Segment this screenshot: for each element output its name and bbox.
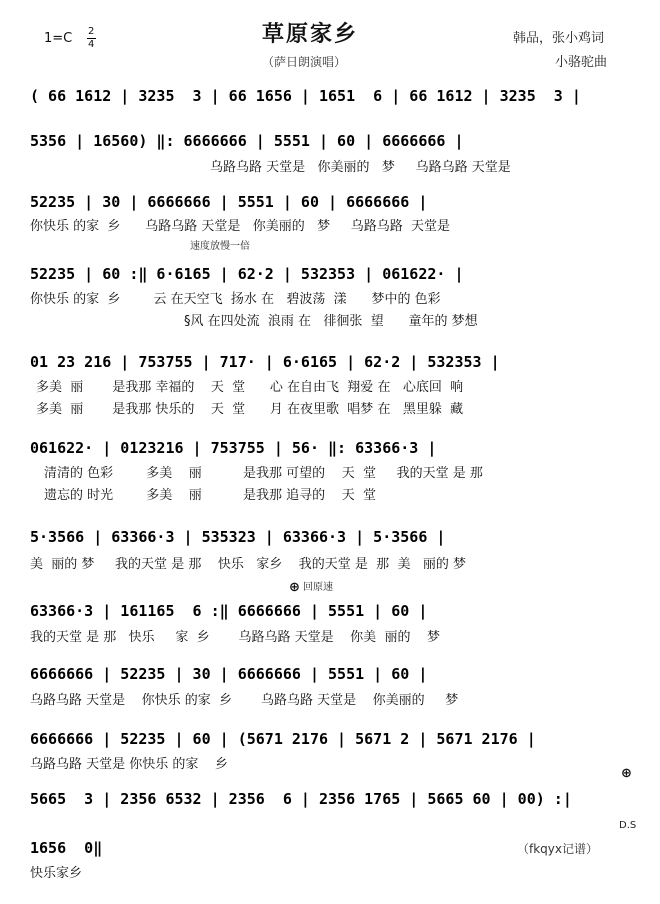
score-line-8: 63366·3 | 161165 6 :‖ 6666666 | 5551 | 60 | [30, 602, 428, 620]
lyrics-line-6a: 清清的 色彩 多美 丽 是我那 可望的 天 堂 我的天堂 是 那 [44, 466, 483, 481]
lyrics-line-2: 乌路乌路 天堂是 你美丽的 梦 乌路乌路 天堂是 [210, 160, 511, 175]
lyrics-line-9: 乌路乌路 天堂是 你快乐 的家 乡 乌路乌路 天堂是 你美丽的 梦 [30, 693, 459, 708]
score-line-5: 01 23 216 | 753755 | 717· | 6·6165 | 62·2 | 532353 | [30, 353, 500, 371]
tempo-annotation: 速度放慢一倍 [190, 241, 250, 252]
lyrics-line-5a: 多美 丽 是我那 幸福的 天 堂 心 在自由飞 翔爱 在 心底回 响 [36, 380, 464, 395]
tempo-return-annotation: 回原速 [303, 582, 333, 593]
score-line-10: 6666666 | 52235 | 60 | (5671 2176 | 5671 2 | 5671 2176 | [30, 730, 536, 748]
score-line-9: 6666666 | 52235 | 30 | 6666666 | 5551 | 60 | [30, 665, 428, 683]
score-line-3: 52235 | 30 | 6666666 | 5551 | 60 | 6666666 | [30, 193, 428, 211]
score-line-11: 5665 3 | 2356 6532 | 2356 6 | 2356 1765 | 5665 60 | 00) :| [30, 790, 572, 808]
lyrics-line-4a: 你快乐 的家 乡 云 在天空飞 扬水 在 碧波荡 漾 梦中的 色彩 [30, 292, 441, 307]
score-line-2: 5356 | 16560) ‖: 6666666 | 5551 | 60 | 6666666 | [30, 132, 464, 150]
lyrics-line-4b: §风 在四处流 浪雨 在 徘徊张 望 童年的 梦想 [184, 314, 478, 329]
lyrics-line-7: 美 丽的 梦 我的天堂 是 那 快乐 家乡 我的天堂 是 那 美 丽的 梦 [30, 557, 466, 572]
time-signature-bottom: 4 [88, 39, 95, 50]
performer: （萨日朗演唱） [262, 55, 347, 69]
lyrics-line-5b: 多美 丽 是我那 快乐的 天 堂 月 在夜里歌 唱梦 在 黑里躲 藏 [36, 402, 464, 417]
lyrics-line-3: 你快乐 的家 乡 乌路乌路 天堂是 你美丽的 梦 乌路乌路 天堂是 [30, 219, 451, 234]
coda-sign-end-icon: ⊕ [621, 766, 632, 781]
score-line-7: 5·3566 | 63366·3 | 535323 | 63366·3 | 5·3566 | [30, 528, 446, 546]
score-line-1: ( 66 1612 | 3235 3 | 66 1656 | 1651 6 | 66 1612 | 3235 3 | [30, 87, 581, 105]
lyrics-line-6b: 遗忘的 时光 多美 丽 是我那 追寻的 天 堂 [44, 488, 376, 503]
score-line-12: 1656 0‖ [30, 839, 103, 857]
time-signature-top: 2 [88, 26, 95, 37]
lyricist-credit: 韩品，张小鸡词 [513, 31, 605, 46]
score-line-4: 52235 | 60 :‖ 6·6165 | 62·2 | 532353 | 061622· | [30, 265, 464, 283]
coda-sign-icon: ⊕ [289, 580, 300, 595]
ds-marking: D.S [619, 820, 637, 831]
lyrics-line-8: 我的天堂 是 那 快乐 家 乡 乌路乌路 天堂是 你美 丽的 梦 [30, 630, 440, 645]
lyrics-line-12: 快乐家乡 [30, 866, 83, 881]
score-line-6: 061622· | 0123216 | 753755 | 56· ‖: 63366·3 | [30, 439, 437, 457]
composer-credit: 小骆驼曲 [555, 55, 608, 70]
lyrics-line-10: 乌路乌路 天堂是 你快乐 的家 乡 [30, 757, 228, 772]
page-title: 草原家乡 [262, 22, 359, 47]
transcriber-credit: （fkqyx记谱） [517, 842, 598, 856]
key-signature: 1=C [44, 31, 73, 46]
